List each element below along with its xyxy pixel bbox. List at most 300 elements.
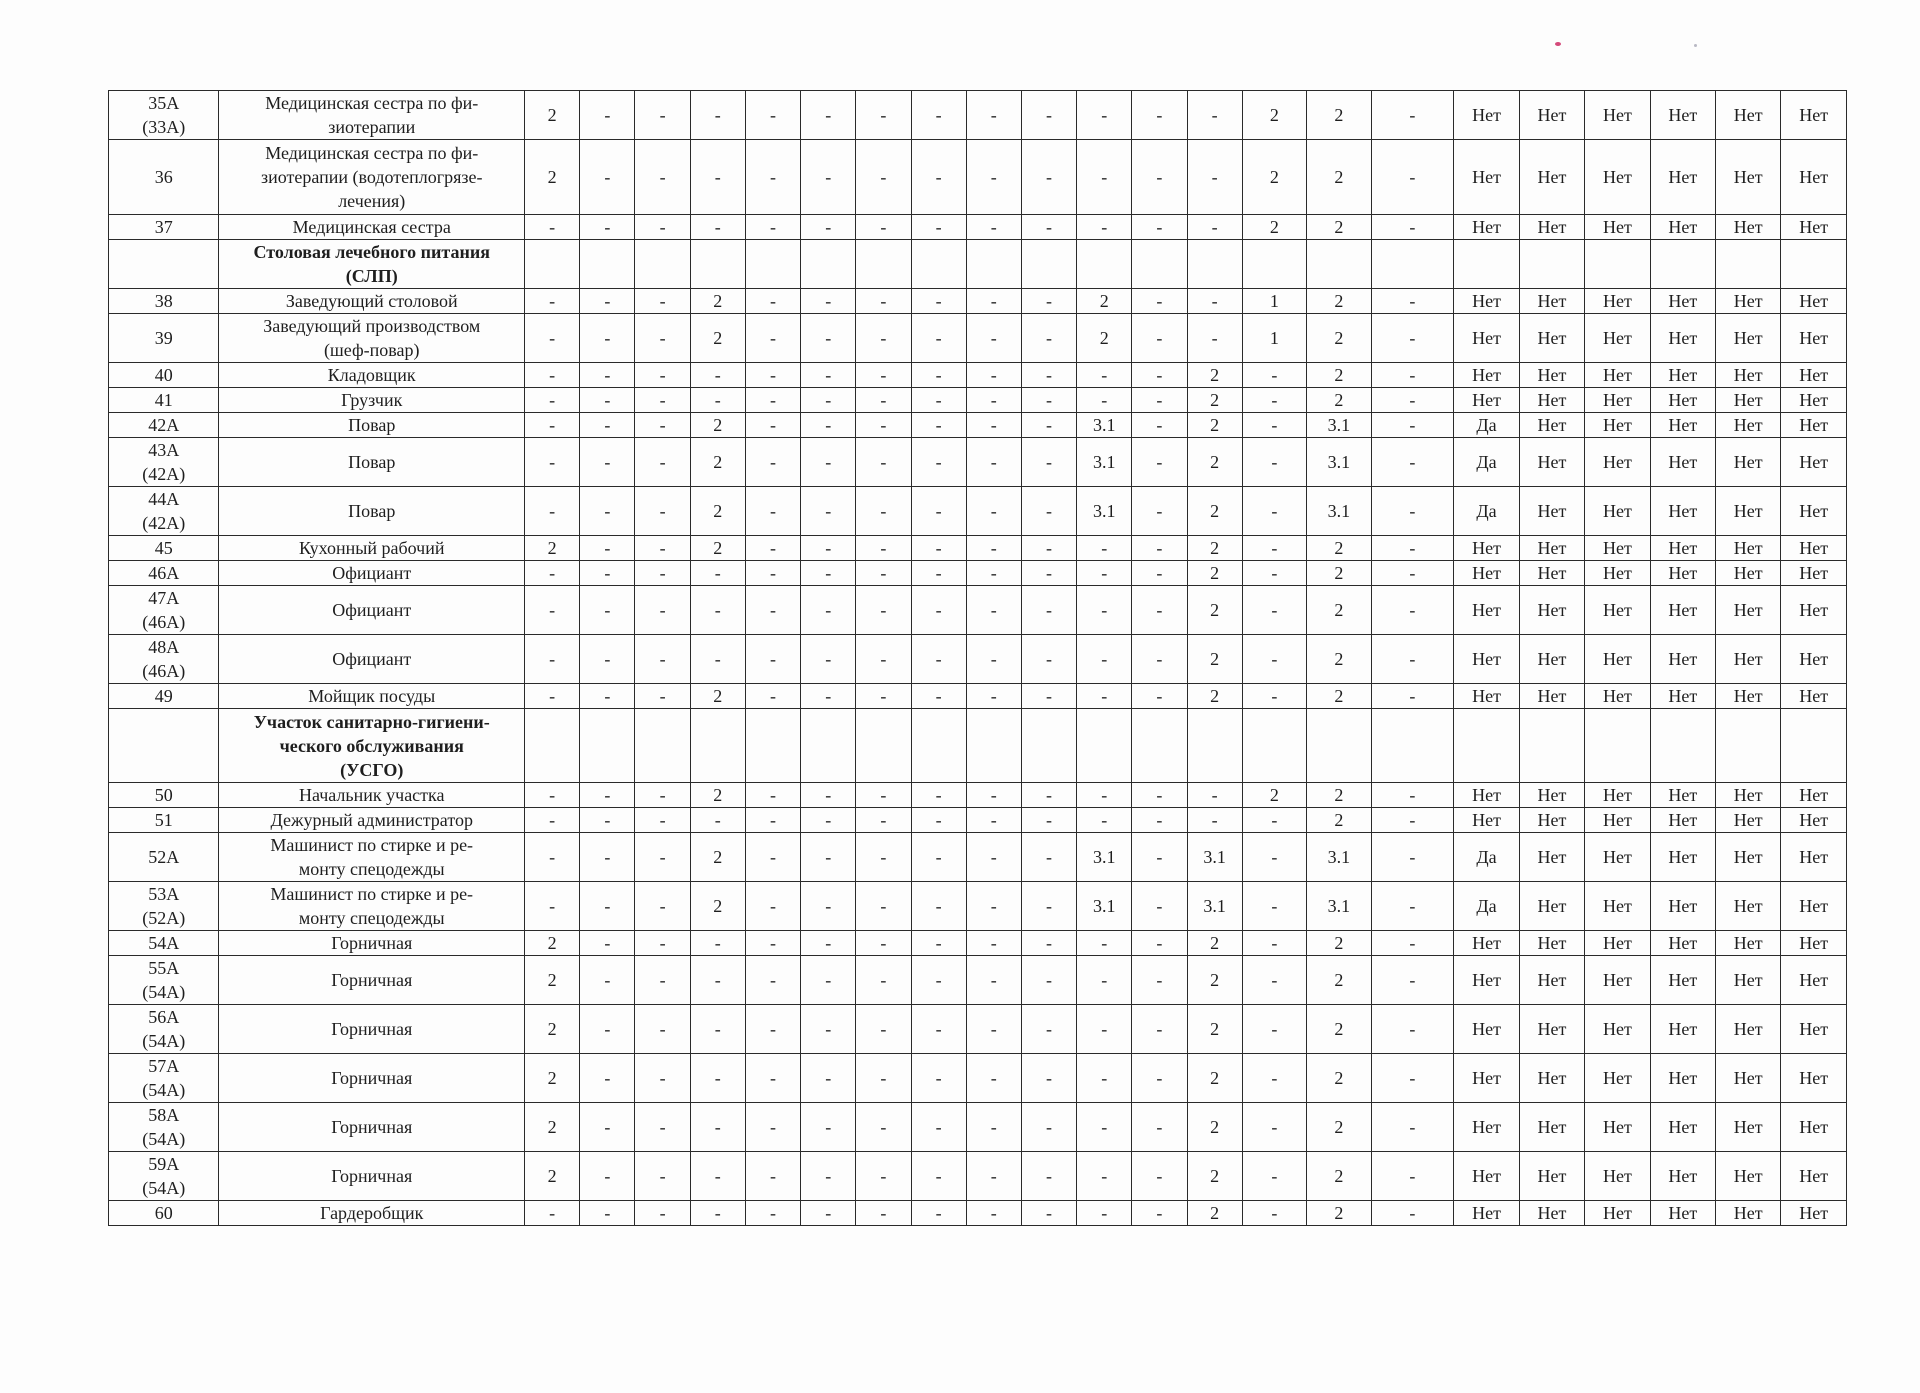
flag-cell: Нет xyxy=(1585,487,1650,536)
class-cell: - xyxy=(690,1103,745,1152)
class-cell: - xyxy=(1132,438,1187,487)
flag-cell: Нет xyxy=(1585,413,1650,438)
class-cell: - xyxy=(911,1152,966,1201)
row-number-cell: 53А (52А) xyxy=(109,882,219,931)
class-cell: - xyxy=(1242,956,1306,1005)
flag-cell: Нет xyxy=(1781,1054,1847,1103)
flag-cell: Нет xyxy=(1454,388,1519,413)
class-cell: - xyxy=(745,413,800,438)
class-cell: - xyxy=(1132,536,1187,561)
class-cell: - xyxy=(1077,783,1132,808)
class-cell: - xyxy=(911,289,966,314)
class-cell: - xyxy=(525,684,580,709)
class-cell: 2 xyxy=(1187,586,1242,635)
class-cell: 3.1 xyxy=(1077,438,1132,487)
flag-cell: Да xyxy=(1454,413,1519,438)
class-cell: - xyxy=(1132,684,1187,709)
flag-cell: Нет xyxy=(1781,314,1847,363)
row-number-cell: 55А (54А) xyxy=(109,956,219,1005)
flag-cell: Нет xyxy=(1454,363,1519,388)
flag-cell: Нет xyxy=(1781,1103,1847,1152)
class-cell: 2 xyxy=(690,438,745,487)
flag-cell: Нет xyxy=(1781,635,1847,684)
flag-cell: Нет xyxy=(1650,931,1715,956)
class-cell: - xyxy=(580,1054,635,1103)
class-cell: - xyxy=(580,586,635,635)
class-cell: - xyxy=(525,438,580,487)
class-cell: 2 xyxy=(1242,783,1306,808)
class-cell: - xyxy=(911,561,966,586)
class-cell: - xyxy=(1371,413,1454,438)
job-title-cell: Официант xyxy=(219,586,525,635)
class-cell: - xyxy=(635,438,690,487)
job-title-cell: Дежурный администратор xyxy=(219,808,525,833)
class-cell: - xyxy=(635,808,690,833)
flag-cell: Нет xyxy=(1585,833,1650,882)
class-cell: - xyxy=(635,635,690,684)
flag-cell: Нет xyxy=(1650,561,1715,586)
class-cell: - xyxy=(1132,808,1187,833)
class-cell: - xyxy=(1371,882,1454,931)
class-cell: - xyxy=(635,783,690,808)
class-cell: - xyxy=(1132,586,1187,635)
class-cell: 2 xyxy=(1187,561,1242,586)
flag-cell: Нет xyxy=(1781,586,1847,635)
table-row xyxy=(109,1103,1847,1152)
row-number-cell: 40 xyxy=(109,363,219,388)
flag-cell: Нет xyxy=(1585,388,1650,413)
class-cell: - xyxy=(635,413,690,438)
class-cell: 2 xyxy=(1307,388,1371,413)
flag-cell: Нет xyxy=(1454,586,1519,635)
class-cell: - xyxy=(911,833,966,882)
class-cell: - xyxy=(580,1005,635,1054)
class-cell: - xyxy=(1132,956,1187,1005)
flag-cell: Нет xyxy=(1519,635,1584,684)
class-cell: - xyxy=(580,1152,635,1201)
class-cell: - xyxy=(1371,1201,1454,1226)
flag-cell: Нет xyxy=(1519,956,1584,1005)
class-cell: - xyxy=(911,536,966,561)
class-cell: - xyxy=(801,289,856,314)
row-number-cell xyxy=(109,709,219,783)
job-title-cell: Машинист по стирке и ре- монту спецодежды xyxy=(219,833,525,882)
flag-cell: Нет xyxy=(1781,833,1847,882)
class-cell: - xyxy=(856,684,911,709)
class-cell: - xyxy=(580,215,635,240)
class-cell: - xyxy=(966,413,1021,438)
class-cell: 3.1 xyxy=(1187,833,1242,882)
class-cell: - xyxy=(856,215,911,240)
class-cell: 2 xyxy=(1307,215,1371,240)
class-cell: - xyxy=(1132,363,1187,388)
class-cell: 2 xyxy=(1307,1054,1371,1103)
empty-cell xyxy=(801,240,856,289)
class-cell: 2 xyxy=(1242,140,1306,215)
class-cell: - xyxy=(856,91,911,140)
class-cell: - xyxy=(801,91,856,140)
class-cell: 2 xyxy=(1187,956,1242,1005)
row-number-cell: 60 xyxy=(109,1201,219,1226)
empty-cell xyxy=(1242,240,1306,289)
flag-cell: Нет xyxy=(1519,882,1584,931)
class-cell: - xyxy=(801,140,856,215)
class-cell: - xyxy=(745,882,800,931)
class-cell: - xyxy=(801,413,856,438)
empty-cell xyxy=(1187,709,1242,783)
class-cell: - xyxy=(966,561,1021,586)
flag-cell: Нет xyxy=(1585,586,1650,635)
class-cell: - xyxy=(911,956,966,1005)
job-title-cell: Официант xyxy=(219,561,525,586)
flag-cell: Нет xyxy=(1716,931,1781,956)
row-number-cell: 36 xyxy=(109,140,219,215)
flag-cell: Нет xyxy=(1650,413,1715,438)
class-cell: - xyxy=(1371,140,1454,215)
class-cell: - xyxy=(1077,1201,1132,1226)
class-cell: 3.1 xyxy=(1187,882,1242,931)
class-cell: 2 xyxy=(1242,215,1306,240)
class-cell: - xyxy=(1371,289,1454,314)
class-cell: - xyxy=(525,808,580,833)
class-cell: - xyxy=(801,314,856,363)
class-cell: - xyxy=(1371,363,1454,388)
class-cell: - xyxy=(1077,684,1132,709)
class-cell: - xyxy=(1077,956,1132,1005)
flag-cell: Нет xyxy=(1585,882,1650,931)
class-cell: - xyxy=(1132,882,1187,931)
class-cell: - xyxy=(525,388,580,413)
class-cell: - xyxy=(1021,487,1076,536)
flag-cell: Нет xyxy=(1519,215,1584,240)
class-cell: - xyxy=(801,956,856,1005)
job-title-cell: Грузчик xyxy=(219,388,525,413)
class-cell: - xyxy=(745,1054,800,1103)
class-cell: - xyxy=(1242,882,1306,931)
class-cell: - xyxy=(635,1152,690,1201)
class-cell: - xyxy=(1132,561,1187,586)
empty-cell xyxy=(1650,240,1715,289)
class-cell: - xyxy=(1077,561,1132,586)
class-cell: - xyxy=(966,438,1021,487)
class-cell: - xyxy=(1021,91,1076,140)
section-title: Столовая лечебного питания (СЛП) xyxy=(219,240,525,289)
class-cell: - xyxy=(801,931,856,956)
class-cell: - xyxy=(635,487,690,536)
job-title-cell: Повар xyxy=(219,438,525,487)
class-cell: 2 xyxy=(1307,1152,1371,1201)
flag-cell: Нет xyxy=(1585,1152,1650,1201)
class-cell: 2 xyxy=(525,956,580,1005)
class-cell: - xyxy=(635,1201,690,1226)
class-cell: - xyxy=(1132,783,1187,808)
class-cell: - xyxy=(801,1201,856,1226)
class-cell: - xyxy=(690,956,745,1005)
class-cell: - xyxy=(1371,561,1454,586)
class-cell: 2 xyxy=(1187,536,1242,561)
flag-cell: Нет xyxy=(1519,931,1584,956)
flag-cell: Нет xyxy=(1781,882,1847,931)
flag-cell: Нет xyxy=(1650,1152,1715,1201)
class-cell: - xyxy=(525,783,580,808)
class-cell: 2 xyxy=(690,783,745,808)
class-cell: - xyxy=(856,833,911,882)
class-cell: - xyxy=(745,684,800,709)
class-cell: 1 xyxy=(1242,289,1306,314)
class-cell: - xyxy=(966,635,1021,684)
class-cell: 3.1 xyxy=(1077,413,1132,438)
flag-cell: Нет xyxy=(1454,1152,1519,1201)
class-cell: 2 xyxy=(525,1005,580,1054)
class-cell: - xyxy=(1371,388,1454,413)
class-cell: - xyxy=(1077,91,1132,140)
row-number-cell: 46А xyxy=(109,561,219,586)
flag-cell: Нет xyxy=(1519,1201,1584,1226)
class-cell: - xyxy=(1371,783,1454,808)
flag-cell: Нет xyxy=(1650,215,1715,240)
flag-cell: Нет xyxy=(1585,289,1650,314)
class-cell: 2 xyxy=(690,833,745,882)
class-cell: - xyxy=(690,388,745,413)
empty-cell xyxy=(690,240,745,289)
class-cell: - xyxy=(635,215,690,240)
class-cell: - xyxy=(690,1005,745,1054)
class-cell: - xyxy=(635,91,690,140)
job-title-cell: Начальник участка xyxy=(219,783,525,808)
class-cell: - xyxy=(745,561,800,586)
empty-cell xyxy=(525,240,580,289)
flag-cell: Нет xyxy=(1781,215,1847,240)
class-cell: - xyxy=(580,1201,635,1226)
class-cell: - xyxy=(1021,140,1076,215)
row-number-cell: 37 xyxy=(109,215,219,240)
class-cell: - xyxy=(1242,536,1306,561)
class-cell: - xyxy=(1132,215,1187,240)
class-cell: - xyxy=(966,586,1021,635)
class-cell: - xyxy=(856,586,911,635)
job-title-cell: Гардеробщик xyxy=(219,1201,525,1226)
class-cell: - xyxy=(1371,956,1454,1005)
flag-cell: Нет xyxy=(1781,413,1847,438)
class-cell: - xyxy=(1371,635,1454,684)
class-cell: - xyxy=(525,314,580,363)
class-cell: - xyxy=(580,635,635,684)
class-cell: - xyxy=(1371,1152,1454,1201)
class-cell: - xyxy=(1242,363,1306,388)
class-cell: - xyxy=(856,783,911,808)
class-cell: - xyxy=(1242,1152,1306,1201)
row-number-cell: 43А (42А) xyxy=(109,438,219,487)
class-cell: - xyxy=(635,289,690,314)
flag-cell: Нет xyxy=(1519,1005,1584,1054)
class-cell: - xyxy=(801,561,856,586)
table-row xyxy=(109,536,1847,561)
class-cell: - xyxy=(966,1054,1021,1103)
empty-cell xyxy=(1132,240,1187,289)
class-cell: - xyxy=(966,1201,1021,1226)
table-row xyxy=(109,833,1847,882)
class-cell: - xyxy=(1077,1005,1132,1054)
class-cell: - xyxy=(635,684,690,709)
class-cell: - xyxy=(635,882,690,931)
flag-cell: Нет xyxy=(1650,140,1715,215)
row-number-cell: 44А (42А) xyxy=(109,487,219,536)
class-cell: - xyxy=(856,1201,911,1226)
class-cell: - xyxy=(856,438,911,487)
class-cell: - xyxy=(966,1005,1021,1054)
job-title-cell: Заведующий производством (шеф-повар) xyxy=(219,314,525,363)
class-cell: - xyxy=(856,1054,911,1103)
flag-cell: Нет xyxy=(1519,487,1584,536)
class-cell: - xyxy=(801,1054,856,1103)
class-cell: - xyxy=(1371,1005,1454,1054)
class-cell: - xyxy=(1077,536,1132,561)
empty-cell xyxy=(1077,240,1132,289)
class-cell: - xyxy=(911,413,966,438)
class-cell: - xyxy=(1187,289,1242,314)
job-title-cell: Мойщик посуды xyxy=(219,684,525,709)
class-cell: - xyxy=(525,561,580,586)
flag-cell: Нет xyxy=(1716,413,1781,438)
flag-cell: Нет xyxy=(1716,363,1781,388)
row-number-cell: 51 xyxy=(109,808,219,833)
class-cell: - xyxy=(580,833,635,882)
class-cell: 2 xyxy=(690,314,745,363)
class-cell: - xyxy=(1077,586,1132,635)
class-cell: - xyxy=(1021,314,1076,363)
flag-cell: Нет xyxy=(1585,561,1650,586)
empty-cell xyxy=(1454,240,1519,289)
flag-cell: Нет xyxy=(1781,487,1847,536)
flag-cell: Нет xyxy=(1519,438,1584,487)
class-cell: - xyxy=(911,91,966,140)
flag-cell: Нет xyxy=(1585,438,1650,487)
flag-cell: Нет xyxy=(1650,1201,1715,1226)
class-cell: - xyxy=(580,808,635,833)
flag-cell: Да xyxy=(1454,833,1519,882)
empty-cell xyxy=(1242,709,1306,783)
class-cell: - xyxy=(911,808,966,833)
class-cell: - xyxy=(580,536,635,561)
class-cell: - xyxy=(856,1152,911,1201)
row-number-cell: 49 xyxy=(109,684,219,709)
class-cell: 2 xyxy=(1187,684,1242,709)
row-number-cell: 42А xyxy=(109,413,219,438)
class-cell: - xyxy=(801,783,856,808)
job-title-cell: Горничная xyxy=(219,1054,525,1103)
table-row xyxy=(109,1152,1847,1201)
class-cell: - xyxy=(635,314,690,363)
flag-cell: Нет xyxy=(1585,536,1650,561)
flag-cell: Нет xyxy=(1650,956,1715,1005)
class-cell: - xyxy=(745,833,800,882)
class-cell: - xyxy=(1242,438,1306,487)
class-cell: 2 xyxy=(525,91,580,140)
class-cell: - xyxy=(1021,438,1076,487)
flag-cell: Нет xyxy=(1519,536,1584,561)
class-cell: - xyxy=(966,314,1021,363)
class-cell: - xyxy=(1132,1005,1187,1054)
class-cell: - xyxy=(745,808,800,833)
class-cell: 2 xyxy=(1187,388,1242,413)
row-number-cell: 39 xyxy=(109,314,219,363)
class-cell: - xyxy=(690,1152,745,1201)
class-cell: 3.1 xyxy=(1307,882,1371,931)
class-cell: - xyxy=(580,388,635,413)
class-cell: - xyxy=(911,314,966,363)
class-cell: 2 xyxy=(1307,931,1371,956)
flag-cell: Нет xyxy=(1519,1054,1584,1103)
class-cell: 2 xyxy=(1077,289,1132,314)
class-cell: 2 xyxy=(1307,289,1371,314)
class-cell: 2 xyxy=(1307,1103,1371,1152)
class-cell: - xyxy=(966,289,1021,314)
class-cell: 2 xyxy=(1187,487,1242,536)
table-row xyxy=(109,363,1847,388)
class-cell: 2 xyxy=(690,882,745,931)
job-title-cell: Кухонный рабочий xyxy=(219,536,525,561)
flag-cell: Нет xyxy=(1585,808,1650,833)
class-cell: - xyxy=(856,931,911,956)
flag-cell: Нет xyxy=(1585,140,1650,215)
flag-cell: Нет xyxy=(1650,314,1715,363)
class-cell: - xyxy=(966,684,1021,709)
class-cell: - xyxy=(1187,140,1242,215)
flag-cell: Нет xyxy=(1716,1201,1781,1226)
class-cell: - xyxy=(635,1103,690,1152)
row-number-cell: 52А xyxy=(109,833,219,882)
class-cell: - xyxy=(1242,586,1306,635)
class-cell: - xyxy=(1132,1103,1187,1152)
flag-cell: Нет xyxy=(1716,635,1781,684)
job-title-cell: Горничная xyxy=(219,1152,525,1201)
class-cell: - xyxy=(1077,215,1132,240)
class-cell: - xyxy=(911,1054,966,1103)
class-cell: - xyxy=(690,363,745,388)
flag-cell: Нет xyxy=(1650,438,1715,487)
flag-cell: Нет xyxy=(1781,1005,1847,1054)
table-body xyxy=(109,91,1847,1226)
class-cell: - xyxy=(745,1103,800,1152)
job-title-cell: Заведующий столовой xyxy=(219,289,525,314)
table-row xyxy=(109,783,1847,808)
class-cell: - xyxy=(801,363,856,388)
class-cell: - xyxy=(745,314,800,363)
class-cell: 2 xyxy=(1307,1005,1371,1054)
class-cell: - xyxy=(1021,413,1076,438)
class-cell: - xyxy=(745,487,800,536)
job-title-cell: Кладовщик xyxy=(219,363,525,388)
row-number-cell: 47А (46А) xyxy=(109,586,219,635)
class-cell: - xyxy=(635,561,690,586)
class-cell: - xyxy=(911,931,966,956)
flag-cell: Нет xyxy=(1585,1005,1650,1054)
flag-cell: Нет xyxy=(1716,783,1781,808)
flag-cell: Нет xyxy=(1716,438,1781,487)
table-row xyxy=(109,289,1847,314)
class-cell: - xyxy=(1021,931,1076,956)
class-cell: - xyxy=(1021,882,1076,931)
table-row xyxy=(109,438,1847,487)
table-row xyxy=(109,635,1847,684)
class-cell: 2 xyxy=(1187,1005,1242,1054)
class-cell: - xyxy=(525,363,580,388)
class-cell: 2 xyxy=(1242,91,1306,140)
table-row xyxy=(109,561,1847,586)
table-row xyxy=(109,215,1847,240)
flag-cell: Нет xyxy=(1519,1152,1584,1201)
flag-cell: Нет xyxy=(1454,289,1519,314)
